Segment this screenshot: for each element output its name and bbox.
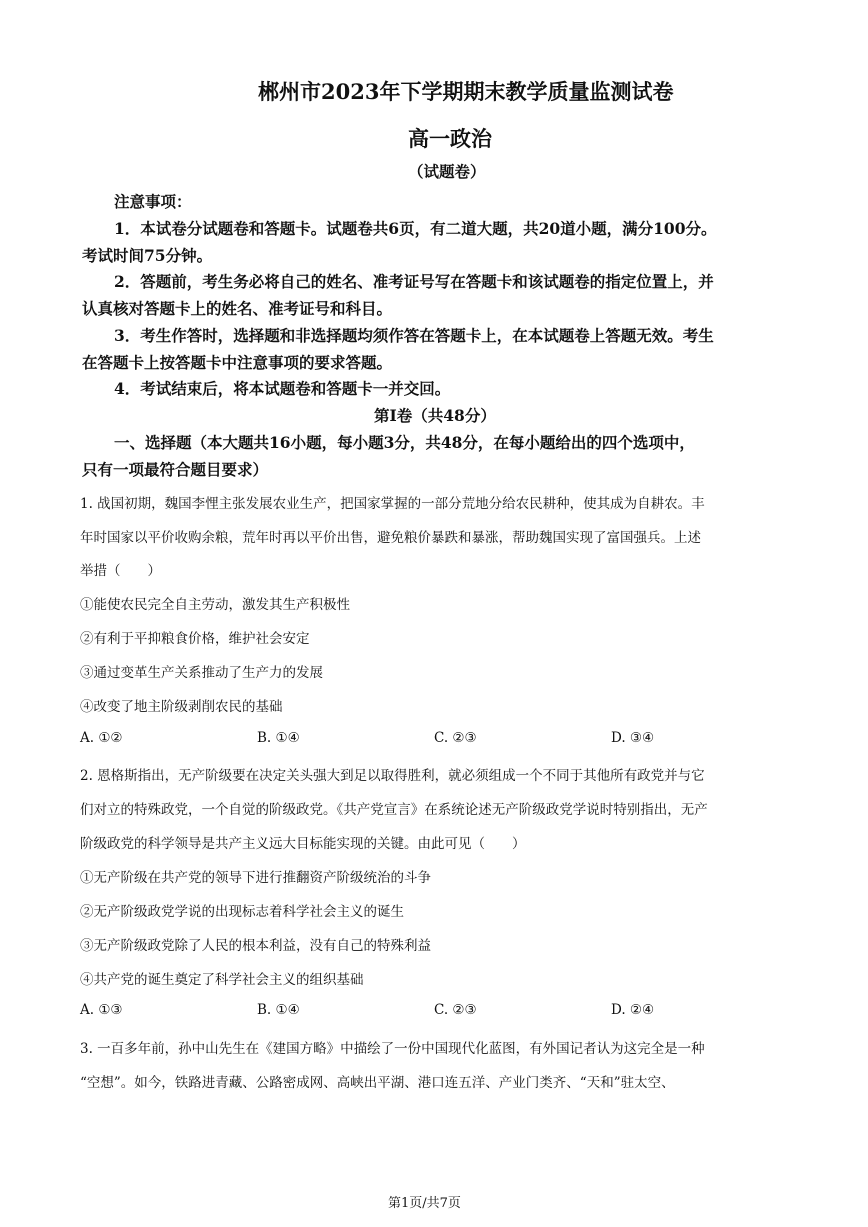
question-1-stem: 举措（ ） (80, 563, 161, 579)
question-3-stem: “空想”。如今，铁路进青藏、公路密成网、高峡出平湖、港口连五洋、产业门类齐、“天和”驻太空、 (80, 1075, 675, 1091)
question-1-stem: 年时国家以平价收购余粮，荒年时再以平价出售，避免粮价暴跌和暴涨，帮助魏国实现了富国强兵。上述 (80, 530, 701, 546)
question-2-item: ④共产党的诞生奠定了科学社会主义的组织基础 (80, 972, 364, 988)
note-line: 1．本试卷分试题卷和答题卡。试题卷共6页，有二道大题，共20道小题，满分100分。 (114, 219, 717, 238)
question-2-option-a[interactable]: A. ①③ (80, 1002, 123, 1018)
notes-heading: 注意事项： (114, 192, 192, 211)
page-footer: 第1页/共7页 (388, 1196, 461, 1211)
question-1-option-b[interactable]: B. ①④ (257, 730, 300, 746)
part-title: 第Ⅰ卷（共48分） (374, 406, 496, 425)
question-2-item: ②无产阶级政党学说的出现标志着科学社会主义的诞生 (80, 904, 404, 920)
question-1-item: ②有利于平抑粮食价格，维护社会安定 (80, 631, 310, 647)
subject-title: 高一政治 (408, 126, 492, 151)
question-2-stem: 阶级政党的科学领导是共产主义远大目标能实现的关键。由此可见（ ） (80, 836, 526, 852)
question-2-option-d[interactable]: D. ②④ (611, 1002, 655, 1018)
note-line: 认真核对答题卡上的姓名、准考证号和科目。 (82, 299, 393, 318)
note-line: 在答题卡上按答题卡中注意事项的要求答题。 (82, 353, 393, 372)
question-2-option-c[interactable]: C. ②③ (434, 1002, 477, 1018)
question-1-option-d[interactable]: D. ③④ (611, 730, 655, 746)
note-line: 4．考试结束后，将本试题卷和答题卡一并交回。 (114, 379, 451, 398)
note-line: 考试时间75分钟。 (82, 246, 213, 265)
question-2-stem: 2. 恩格斯指出，无产阶级要在决定关头强大到足以取得胜利，就必须组成一个不同于其他所有政党并与它 (80, 768, 705, 784)
question-1-option-c[interactable]: C. ②③ (434, 730, 477, 746)
section-heading: 一、选择题（本大题共16小题，每小题3分，共48分，在每小题给出的四个选项中， (114, 433, 695, 452)
note-line: 2．答题前，考生务必将自己的姓名、准考证号写在答题卡和该试题卷的指定位置上，并 (114, 272, 714, 291)
question-1-item: ④改变了地主阶级剥削农民的基础 (80, 699, 283, 715)
question-2-option-b[interactable]: B. ①④ (257, 1002, 300, 1018)
question-1-stem: 1. 战国初期，魏国李悝主张发展农业生产，把国家掌握的一部分荒地分给农民耕种，使其成为自耕农。丰 (80, 496, 705, 512)
question-1-item: ①能使农民完全自主劳动，激发其生产积极性 (80, 597, 350, 613)
section-heading-cont: 只有一项最符合题目要求） (82, 460, 269, 479)
question-2-stem: 们对立的特殊政党，一个自觉的阶级政党。《共产党宣言》在系统论述无产阶级政党学说时特别指出，无产 (80, 802, 708, 818)
question-2-item: ①无产阶级在共产党的领导下进行推翻资产阶级统治的斗争 (80, 870, 431, 886)
exam-title: 郴州市2023年下学期期末教学质量监测试卷 (258, 79, 674, 104)
question-1-item: ③通过变革生产关系推动了生产力的发展 (80, 665, 323, 681)
paper-type: （试题卷） (408, 162, 486, 181)
question-2-item: ③无产阶级政党除了人民的根本利益，没有自己的特殊利益 (80, 938, 431, 954)
question-3-stem: 3. 一百多年前，孙中山先生在《建国方略》中描绘了一份中国现代化蓝图，有外国记者认为这完全是一种 (80, 1041, 705, 1057)
note-line: 3．考生作答时，选择题和非选择题均须作答在答题卡上，在本试题卷上答题无效。考生 (114, 326, 714, 345)
question-1-option-a[interactable]: A. ①② (80, 730, 123, 746)
